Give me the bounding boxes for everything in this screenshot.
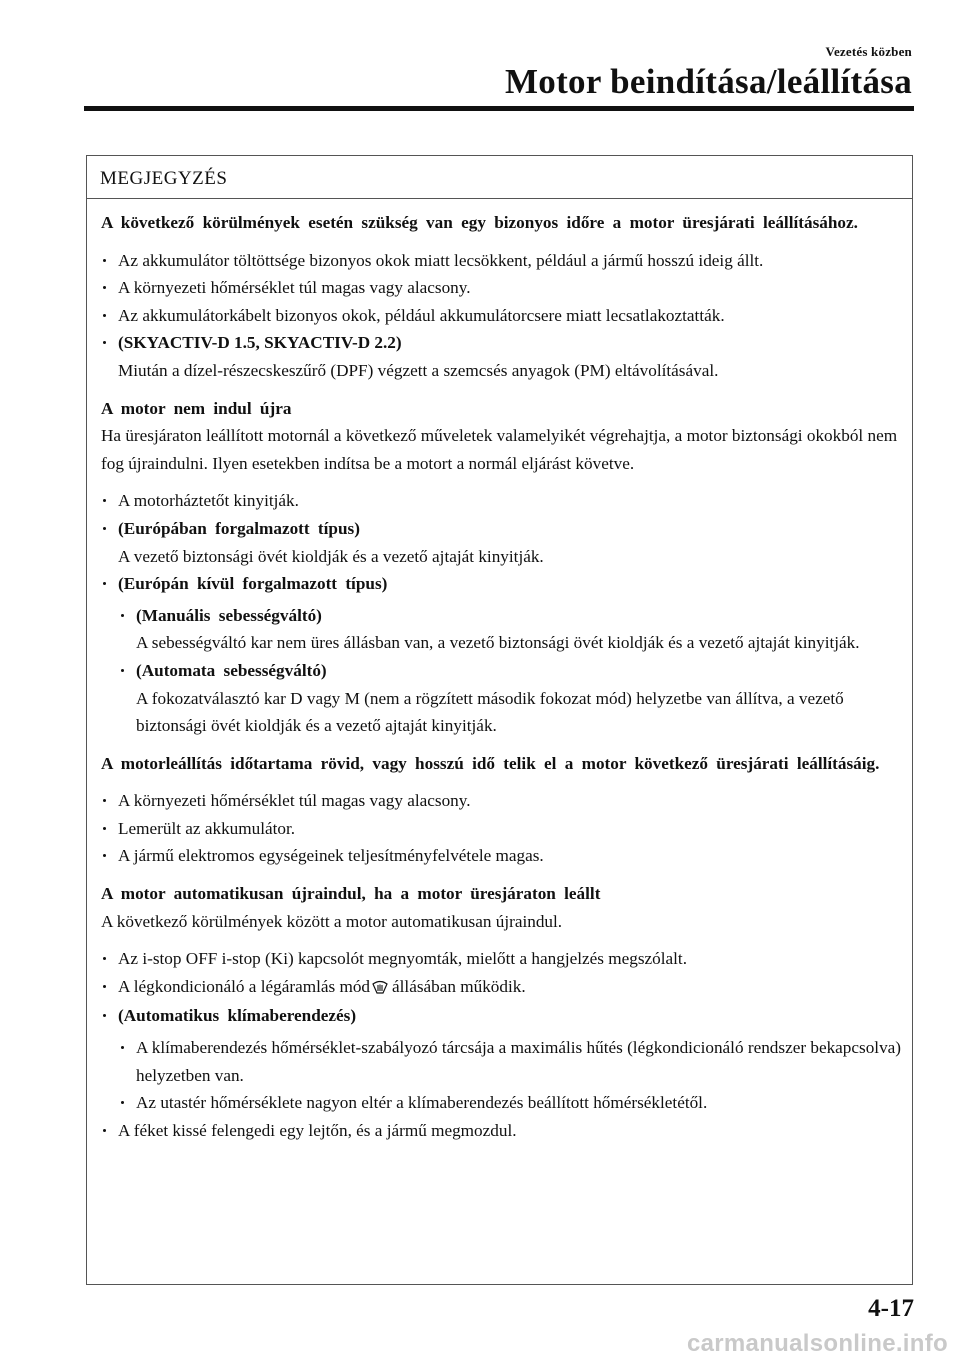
list-item: (Európában forgalmazott típus) A vezető biztonsági övét kioldják és a vezető ajtaját kinyitják. bbox=[101, 515, 902, 570]
list-item: A környezeti hőmérséklet túl magas vagy alacsony. bbox=[101, 274, 902, 302]
page-title: Motor beindítása/leállítása bbox=[504, 62, 912, 101]
list-item: A légkondicionáló a légáramlás mód állásában működik. bbox=[101, 973, 902, 1003]
windshield-defroster-icon bbox=[372, 975, 388, 1003]
sub-list-item: Az utastér hőmérséklete nagyon eltér a klímaberendezés beállított hőmérsékletétől. bbox=[101, 1089, 902, 1117]
list-item: Az i-stop OFF i-stop (Ki) kapcsolót megnyomták, mielőtt a hangjelzés megszólalt. bbox=[101, 945, 902, 973]
section-heading: A motor automatikusan újraindul, ha a motor üresjáraton leállt bbox=[101, 884, 601, 904]
list-item: (Automatikus klímaberendezés) bbox=[101, 1002, 902, 1030]
sub-list-item: A klímaberendezés hőmérséklet-szabályozó tárcsája a maximális hűtés (légkondicionáló rendszer bekapcsolva) helyzetben van. bbox=[101, 1034, 902, 1089]
list-item: A környezeti hőmérséklet túl magas vagy alacsony. bbox=[101, 787, 902, 815]
list-item: (Európán kívül forgalmazott típus) bbox=[101, 570, 902, 598]
skyactiv-text: Miután a dízel-részecskeszűrő (DPF) végzett a szemcsés anyagok (PM) eltávolításával. bbox=[118, 360, 719, 380]
page-number: 4-17 bbox=[868, 1295, 914, 1322]
note-intro: A következő körülmények esetén szükség van egy bizonyos időre a motor üresjárati leállításához. bbox=[101, 213, 858, 232]
skyactiv-label: (SKYACTIV-D 1.5, SKYACTIV-D 2.2) bbox=[118, 333, 402, 353]
section-heading: A motorleállítás időtartama rövid, vagy hosszú idő telik el a motor következő üresjárati leállításáig. bbox=[101, 753, 880, 773]
list-item: Az akkumulátorkábelt bizonyos okok, például akkumulátorcsere miatt lecsatlakoztatták. bbox=[101, 302, 902, 330]
note-box bbox=[86, 155, 913, 1285]
section-text: Ha üresjáraton leállított motornál a következő műveletek valamelyikét végrehajtja, a motor biztonsági okokból nem fog újraindulni. Ilyen esetekben indítsa be a motort a normál eljárást követve. bbox=[101, 426, 898, 473]
section-text: A következő körülmények között a motor automatikusan újraindul. bbox=[101, 911, 563, 931]
section-label: Vezetés közben bbox=[825, 44, 912, 59]
watermark: carmanualsonline.info bbox=[686, 1330, 948, 1357]
list-item: A jármű elektromos egységeinek teljesítményfelvétele magas. bbox=[101, 842, 902, 870]
list-item: Az akkumulátor töltöttsége bizonyos okok miatt lecsökkent, például a jármű hosszú ideig állt. bbox=[101, 247, 902, 275]
header-rule bbox=[84, 106, 914, 111]
sub-list-item: (Manuális sebességváltó) A sebességváltó kar nem üres állásban van, a vezető biztonsági övét kioldják és a vezető ajtaját kinyitják. bbox=[101, 602, 902, 657]
list-item: Lemerült az akkumulátor. bbox=[101, 815, 902, 843]
sub-list-item: (Automata sebességváltó) A fokozatválasztó kar D vagy M (nem a rögzített második fokozat mód) helyzetbe van állítva, a vezető biztonsági övét kioldják és a vezető ajtaját kinyitják. bbox=[101, 657, 902, 740]
list-item bbox=[101, 329, 902, 384]
section-heading: A motor nem indul újra bbox=[101, 398, 292, 418]
list-item: A motorháztetőt kinyitják. bbox=[101, 487, 902, 515]
note-body bbox=[87, 199, 912, 1144]
list-item: A féket kissé felengedi egy lejtőn, és a jármű megmozdul. bbox=[101, 1117, 902, 1145]
note-heading: MEGJEGYZÉS bbox=[87, 156, 912, 199]
